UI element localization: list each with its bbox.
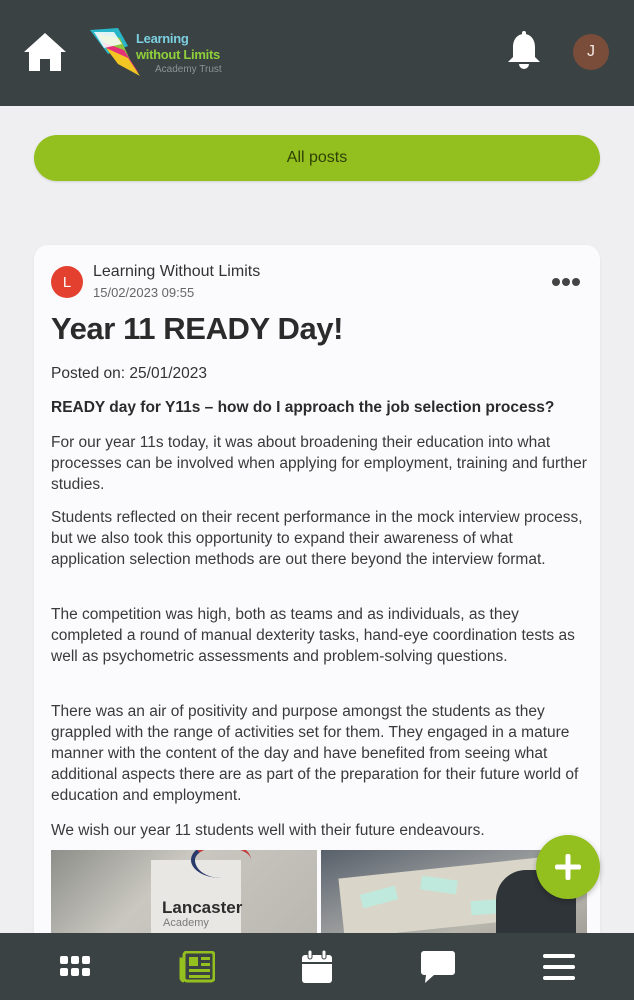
newsfeed-icon (179, 951, 215, 983)
chat-icon (420, 950, 456, 984)
user-avatar[interactable] (573, 34, 609, 70)
post-photo-sign[interactable] (51, 850, 317, 940)
more-options-icon (551, 277, 581, 287)
bottom-navigation (0, 933, 634, 1000)
post-options-button[interactable] (546, 267, 586, 297)
post-card (34, 245, 600, 1000)
user-avatar-initial: J (587, 43, 595, 60)
all-posts-filter-label: All posts (286, 149, 348, 166)
nav-apps-button[interactable] (55, 949, 95, 985)
post-timestamp: 15/02/2023 09:55 (93, 285, 195, 300)
create-post-button[interactable] (536, 835, 600, 899)
bell-icon (505, 31, 543, 71)
notifications-button[interactable] (505, 31, 543, 71)
calendar-icon (301, 950, 333, 984)
top-bar (0, 0, 634, 106)
logo-line-1: Learning (136, 31, 189, 46)
post-paragraph: Students reflected on their recent performance in the mock interview process, but we also took this opportunity to expand their awareness of what application selection methods are out there beyond the interview format. (51, 509, 583, 568)
nav-chat-button[interactable] (418, 949, 458, 985)
post-paragraph: We wish our year 11 students well with their future endeavours. (51, 822, 485, 839)
menu-icon (543, 953, 575, 981)
author-avatar-initial: L (62, 273, 72, 291)
post-subheading: READY day for Y11s – how do I approach the job selection process? (51, 399, 555, 416)
logo-mark-icon (88, 24, 142, 78)
post-paragraph: The competition was high, both as teams and as individuals, as they completed a round of manual dexterity tasks, hand-eye coordination tests as well as psychometric assessments and problem-solving questions. (51, 606, 575, 665)
home-button[interactable] (22, 31, 68, 73)
photo-sign-title: Lancaster (162, 898, 243, 917)
apps-icon (60, 956, 90, 978)
nav-newsfeed-button[interactable] (177, 949, 217, 985)
all-posts-filter-button[interactable] (34, 135, 600, 181)
author-avatar (51, 266, 83, 298)
post-paragraph: There was an air of positivity and purpose amongst the students as they grappled with the range of activities set for them. They engaged in a mature manner with the content of the day and have benefited from seeing what additional aspects there are as part of the preparation for their future world of education and employment. (51, 703, 579, 804)
home-icon (22, 31, 68, 73)
photo-sign-subtitle: Academy (163, 917, 209, 929)
trust-logo (88, 24, 238, 78)
post-paragraph: For our year 11s today, it was about broadening their education into what processes can be involved when applying for employment, training and further studies. (51, 434, 587, 493)
post-title: Year 11 READY Day! (51, 311, 344, 346)
author-name: Learning Without Limits (93, 263, 261, 280)
logo-line-3: Academy Trust (155, 64, 222, 75)
posted-on-date: Posted on: 25/01/2023 (51, 365, 207, 382)
logo-line-2: without Limits (136, 47, 220, 62)
plus-icon (553, 852, 583, 882)
nav-calendar-button[interactable] (297, 949, 337, 985)
nav-menu-button[interactable] (539, 949, 579, 985)
